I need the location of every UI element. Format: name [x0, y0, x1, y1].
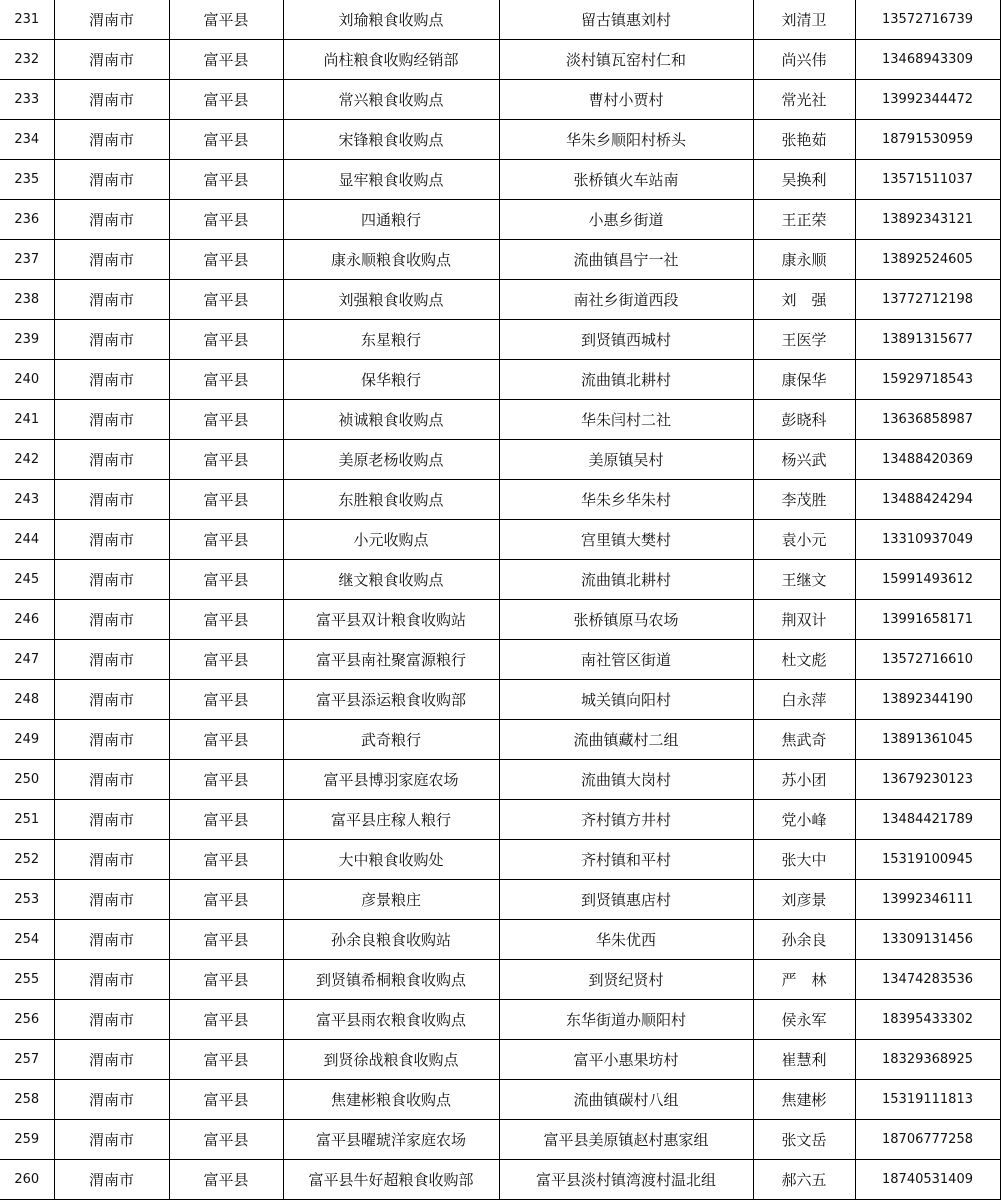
contact-person-cell: 郝六五	[753, 1160, 855, 1200]
table-row	[0, 600, 1000, 640]
county-cell: 富平县	[169, 320, 283, 360]
city-cell: 渭南市	[54, 680, 169, 720]
address-cell: 东华街道办顺阳村	[499, 1000, 753, 1040]
purchaser-name-cell: 富平县雨农粮食收购点	[283, 1000, 499, 1040]
table-row	[0, 1040, 1000, 1080]
contact-person-cell: 党小峰	[753, 800, 855, 840]
county-cell: 富平县	[169, 400, 283, 440]
row-number: 232	[0, 40, 54, 80]
row-number: 247	[0, 640, 54, 680]
row-number: 250	[0, 760, 54, 800]
row-number: 239	[0, 320, 54, 360]
city-cell: 渭南市	[54, 1040, 169, 1080]
row-number: 255	[0, 960, 54, 1000]
row-number: 234	[0, 120, 54, 160]
city-cell: 渭南市	[54, 1080, 169, 1120]
address-cell: 齐村镇和平村	[499, 840, 753, 880]
phone-cell: 15319111813	[855, 1080, 1000, 1120]
county-cell: 富平县	[169, 1080, 283, 1120]
purchaser-name-cell: 东星粮行	[283, 320, 499, 360]
county-cell: 富平县	[169, 800, 283, 840]
table-row	[0, 80, 1000, 120]
phone-cell: 18329368925	[855, 1040, 1000, 1080]
address-cell: 流曲镇北耕村	[499, 360, 753, 400]
phone-cell: 13892343121	[855, 200, 1000, 240]
city-cell: 渭南市	[54, 760, 169, 800]
contact-person-cell: 苏小团	[753, 760, 855, 800]
purchaser-name-cell: 美原老杨收购点	[283, 440, 499, 480]
city-cell: 渭南市	[54, 1160, 169, 1200]
county-cell: 富平县	[169, 0, 283, 40]
county-cell: 富平县	[169, 840, 283, 880]
address-cell: 流曲镇北耕村	[499, 560, 753, 600]
table-row	[0, 720, 1000, 760]
table-row	[0, 400, 1000, 440]
city-cell: 渭南市	[54, 440, 169, 480]
address-cell: 流曲镇藏村二组	[499, 720, 753, 760]
county-cell: 富平县	[169, 560, 283, 600]
county-cell: 富平县	[169, 40, 283, 80]
contact-person-cell: 严 林	[753, 960, 855, 1000]
county-cell: 富平县	[169, 1040, 283, 1080]
table-row	[0, 880, 1000, 920]
row-number: 252	[0, 840, 54, 880]
address-cell: 南社管区街道	[499, 640, 753, 680]
table-row	[0, 0, 1000, 40]
table-row	[0, 480, 1000, 520]
purchaser-name-cell: 富平县牛好超粮食收购部	[283, 1160, 499, 1200]
purchaser-name-cell: 到贤镇希桐粮食收购点	[283, 960, 499, 1000]
purchaser-name-cell: 小元收购点	[283, 520, 499, 560]
county-cell: 富平县	[169, 360, 283, 400]
county-cell: 富平县	[169, 240, 283, 280]
county-cell: 富平县	[169, 920, 283, 960]
purchaser-name-cell: 孙余良粮食收购站	[283, 920, 499, 960]
city-cell: 渭南市	[54, 160, 169, 200]
phone-cell: 18706777258	[855, 1120, 1000, 1160]
phone-cell: 13891361045	[855, 720, 1000, 760]
row-number: 241	[0, 400, 54, 440]
purchaser-name-cell: 刘强粮食收购点	[283, 280, 499, 320]
phone-cell: 13309131456	[855, 920, 1000, 960]
county-cell: 富平县	[169, 480, 283, 520]
phone-cell: 15929718543	[855, 360, 1000, 400]
row-number: 253	[0, 880, 54, 920]
phone-cell: 15991493612	[855, 560, 1000, 600]
contact-person-cell: 白永萍	[753, 680, 855, 720]
phone-cell: 13310937049	[855, 520, 1000, 560]
purchaser-name-cell: 常兴粮食收购点	[283, 80, 499, 120]
purchaser-name-cell: 武奇粮行	[283, 720, 499, 760]
phone-cell: 13488424294	[855, 480, 1000, 520]
phone-cell: 13991658171	[855, 600, 1000, 640]
contact-person-cell: 王医学	[753, 320, 855, 360]
contact-person-cell: 张文岳	[753, 1120, 855, 1160]
table-row	[0, 360, 1000, 400]
address-cell: 张桥镇火车站南	[499, 160, 753, 200]
phone-cell: 13892344190	[855, 680, 1000, 720]
city-cell: 渭南市	[54, 480, 169, 520]
table-row	[0, 520, 1000, 560]
contact-person-cell: 康保华	[753, 360, 855, 400]
county-cell: 富平县	[169, 160, 283, 200]
table-row	[0, 280, 1000, 320]
address-cell: 华朱闫村二社	[499, 400, 753, 440]
contact-person-cell: 张大中	[753, 840, 855, 880]
city-cell: 渭南市	[54, 200, 169, 240]
purchaser-name-cell: 四通粮行	[283, 200, 499, 240]
address-cell: 富平县美原镇赵村惠家组	[499, 1120, 753, 1160]
address-cell: 张桥镇原马农场	[499, 600, 753, 640]
table-row	[0, 1000, 1000, 1040]
contact-person-cell: 王正荣	[753, 200, 855, 240]
purchaser-name-cell: 富平县添运粮食收购部	[283, 680, 499, 720]
purchaser-name-cell: 富平县南社聚富源粮行	[283, 640, 499, 680]
address-cell: 流曲镇昌宁一社	[499, 240, 753, 280]
table-row	[0, 920, 1000, 960]
table-row	[0, 440, 1000, 480]
county-cell: 富平县	[169, 1160, 283, 1200]
city-cell: 渭南市	[54, 600, 169, 640]
city-cell: 渭南市	[54, 880, 169, 920]
address-cell: 到贤纪贤村	[499, 960, 753, 1000]
contact-person-cell: 杨兴武	[753, 440, 855, 480]
address-cell: 留古镇惠刘村	[499, 0, 753, 40]
purchaser-name-cell: 祯诚粮食收购点	[283, 400, 499, 440]
contact-person-cell: 刘 强	[753, 280, 855, 320]
county-cell: 富平县	[169, 120, 283, 160]
address-cell: 美原镇吴村	[499, 440, 753, 480]
contact-person-cell: 李茂胜	[753, 480, 855, 520]
city-cell: 渭南市	[54, 720, 169, 760]
contact-person-cell: 焦武奇	[753, 720, 855, 760]
county-cell: 富平县	[169, 720, 283, 760]
address-cell: 曹村小贾村	[499, 80, 753, 120]
city-cell: 渭南市	[54, 960, 169, 1000]
row-number: 259	[0, 1120, 54, 1160]
purchaser-name-cell: 富平县博羽家庭农场	[283, 760, 499, 800]
purchaser-name-cell: 显牢粮食收购点	[283, 160, 499, 200]
city-cell: 渭南市	[54, 40, 169, 80]
contact-person-cell: 刘清卫	[753, 0, 855, 40]
city-cell: 渭南市	[54, 800, 169, 840]
city-cell: 渭南市	[54, 840, 169, 880]
contact-person-cell: 杜文彪	[753, 640, 855, 680]
phone-cell: 18791530959	[855, 120, 1000, 160]
row-number: 246	[0, 600, 54, 640]
address-cell: 流曲镇大岗村	[499, 760, 753, 800]
address-cell: 小惠乡街道	[499, 200, 753, 240]
contact-person-cell: 王继文	[753, 560, 855, 600]
row-number: 245	[0, 560, 54, 600]
row-number: 248	[0, 680, 54, 720]
table-row	[0, 1160, 1000, 1200]
purchaser-name-cell: 宋锋粮食收购点	[283, 120, 499, 160]
city-cell: 渭南市	[54, 0, 169, 40]
phone-cell: 13992344472	[855, 80, 1000, 120]
city-cell: 渭南市	[54, 240, 169, 280]
phone-cell: 13772712198	[855, 280, 1000, 320]
table-row	[0, 960, 1000, 1000]
purchaser-name-cell: 到贤徐战粮食收购点	[283, 1040, 499, 1080]
row-number: 251	[0, 800, 54, 840]
purchaser-name-cell: 富平县曜琥洋家庭农场	[283, 1120, 499, 1160]
phone-cell: 13484421789	[855, 800, 1000, 840]
contact-person-cell: 侯永军	[753, 1000, 855, 1040]
county-cell: 富平县	[169, 680, 283, 720]
contact-person-cell: 袁小元	[753, 520, 855, 560]
table-row	[0, 40, 1000, 80]
city-cell: 渭南市	[54, 920, 169, 960]
county-cell: 富平县	[169, 200, 283, 240]
table-row	[0, 760, 1000, 800]
row-number: 256	[0, 1000, 54, 1040]
county-cell: 富平县	[169, 880, 283, 920]
county-cell: 富平县	[169, 600, 283, 640]
phone-cell: 13572716610	[855, 640, 1000, 680]
address-cell: 富平县淡村镇湾渡村温北组	[499, 1160, 753, 1200]
address-cell: 富平小惠果坊村	[499, 1040, 753, 1080]
table-row	[0, 640, 1000, 680]
address-cell: 华朱优西	[499, 920, 753, 960]
table-row	[0, 240, 1000, 280]
purchaser-name-cell: 尚柱粮食收购经销部	[283, 40, 499, 80]
county-cell: 富平县	[169, 440, 283, 480]
city-cell: 渭南市	[54, 400, 169, 440]
table-row	[0, 560, 1000, 600]
contact-person-cell: 孙余良	[753, 920, 855, 960]
row-number: 240	[0, 360, 54, 400]
contact-person-cell: 荆双计	[753, 600, 855, 640]
city-cell: 渭南市	[54, 80, 169, 120]
row-number: 244	[0, 520, 54, 560]
purchaser-name-cell: 康永顺粮食收购点	[283, 240, 499, 280]
city-cell: 渭南市	[54, 360, 169, 400]
address-cell: 到贤镇西城村	[499, 320, 753, 360]
city-cell: 渭南市	[54, 1000, 169, 1040]
address-cell: 到贤镇惠店村	[499, 880, 753, 920]
phone-cell: 13571511037	[855, 160, 1000, 200]
contact-person-cell: 尚兴伟	[753, 40, 855, 80]
county-cell: 富平县	[169, 960, 283, 1000]
row-number: 243	[0, 480, 54, 520]
phone-cell: 13488420369	[855, 440, 1000, 480]
row-number: 257	[0, 1040, 54, 1080]
row-number: 238	[0, 280, 54, 320]
purchaser-name-cell: 刘瑜粮食收购点	[283, 0, 499, 40]
phone-cell: 13892524605	[855, 240, 1000, 280]
address-cell: 城关镇向阳村	[499, 680, 753, 720]
table-row	[0, 800, 1000, 840]
table-row	[0, 840, 1000, 880]
row-number: 237	[0, 240, 54, 280]
row-number: 254	[0, 920, 54, 960]
phone-cell: 13679230123	[855, 760, 1000, 800]
phone-cell: 13572716739	[855, 0, 1000, 40]
county-cell: 富平县	[169, 1120, 283, 1160]
phone-cell: 13992346111	[855, 880, 1000, 920]
purchaser-name-cell: 彦景粮庄	[283, 880, 499, 920]
row-number: 236	[0, 200, 54, 240]
row-number: 231	[0, 0, 54, 40]
county-cell: 富平县	[169, 1000, 283, 1040]
contact-person-cell: 吴换利	[753, 160, 855, 200]
contact-person-cell: 张艳茹	[753, 120, 855, 160]
contact-person-cell: 崔慧利	[753, 1040, 855, 1080]
purchaser-name-cell: 焦建彬粮食收购点	[283, 1080, 499, 1120]
row-number: 249	[0, 720, 54, 760]
city-cell: 渭南市	[54, 1120, 169, 1160]
address-cell: 淡村镇瓦窑村仁和	[499, 40, 753, 80]
table-row	[0, 120, 1000, 160]
phone-cell: 18395433302	[855, 1000, 1000, 1040]
county-cell: 富平县	[169, 280, 283, 320]
row-number: 242	[0, 440, 54, 480]
contact-person-cell: 常光社	[753, 80, 855, 120]
county-cell: 富平县	[169, 760, 283, 800]
phone-cell: 13891315677	[855, 320, 1000, 360]
purchaser-name-cell: 保华粮行	[283, 360, 499, 400]
row-number: 235	[0, 160, 54, 200]
phone-cell: 13474283536	[855, 960, 1000, 1000]
contact-person-cell: 彭晓科	[753, 400, 855, 440]
purchaser-name-cell: 富平县庄稼人粮行	[283, 800, 499, 840]
phone-cell: 15319100945	[855, 840, 1000, 880]
city-cell: 渭南市	[54, 560, 169, 600]
address-cell: 南社乡街道西段	[499, 280, 753, 320]
county-cell: 富平县	[169, 520, 283, 560]
city-cell: 渭南市	[54, 120, 169, 160]
phone-cell: 13636858987	[855, 400, 1000, 440]
purchaser-name-cell: 东胜粮食收购点	[283, 480, 499, 520]
contact-person-cell: 康永顺	[753, 240, 855, 280]
table-row	[0, 200, 1000, 240]
contact-person-cell: 刘彦景	[753, 880, 855, 920]
address-cell: 华朱乡华朱村	[499, 480, 753, 520]
city-cell: 渭南市	[54, 280, 169, 320]
address-cell: 齐村镇方井村	[499, 800, 753, 840]
table-row	[0, 320, 1000, 360]
row-number: 258	[0, 1080, 54, 1120]
county-cell: 富平县	[169, 80, 283, 120]
city-cell: 渭南市	[54, 640, 169, 680]
purchaser-name-cell: 富平县双计粮食收购站	[283, 600, 499, 640]
phone-cell: 18740531409	[855, 1160, 1000, 1200]
row-number: 260	[0, 1160, 54, 1200]
table-row	[0, 1120, 1000, 1160]
phone-cell: 13468943309	[855, 40, 1000, 80]
address-cell: 华朱乡顺阳村桥头	[499, 120, 753, 160]
table-row	[0, 160, 1000, 200]
address-cell: 宫里镇大樊村	[499, 520, 753, 560]
county-cell: 富平县	[169, 640, 283, 680]
purchaser-name-cell: 大中粮食收购处	[283, 840, 499, 880]
purchaser-name-cell: 继文粮食收购点	[283, 560, 499, 600]
address-cell: 流曲镇碳村八组	[499, 1080, 753, 1120]
city-cell: 渭南市	[54, 320, 169, 360]
city-cell: 渭南市	[54, 520, 169, 560]
contact-person-cell: 焦建彬	[753, 1080, 855, 1120]
table-row	[0, 680, 1000, 720]
table-row	[0, 1080, 1000, 1120]
row-number: 233	[0, 80, 54, 120]
